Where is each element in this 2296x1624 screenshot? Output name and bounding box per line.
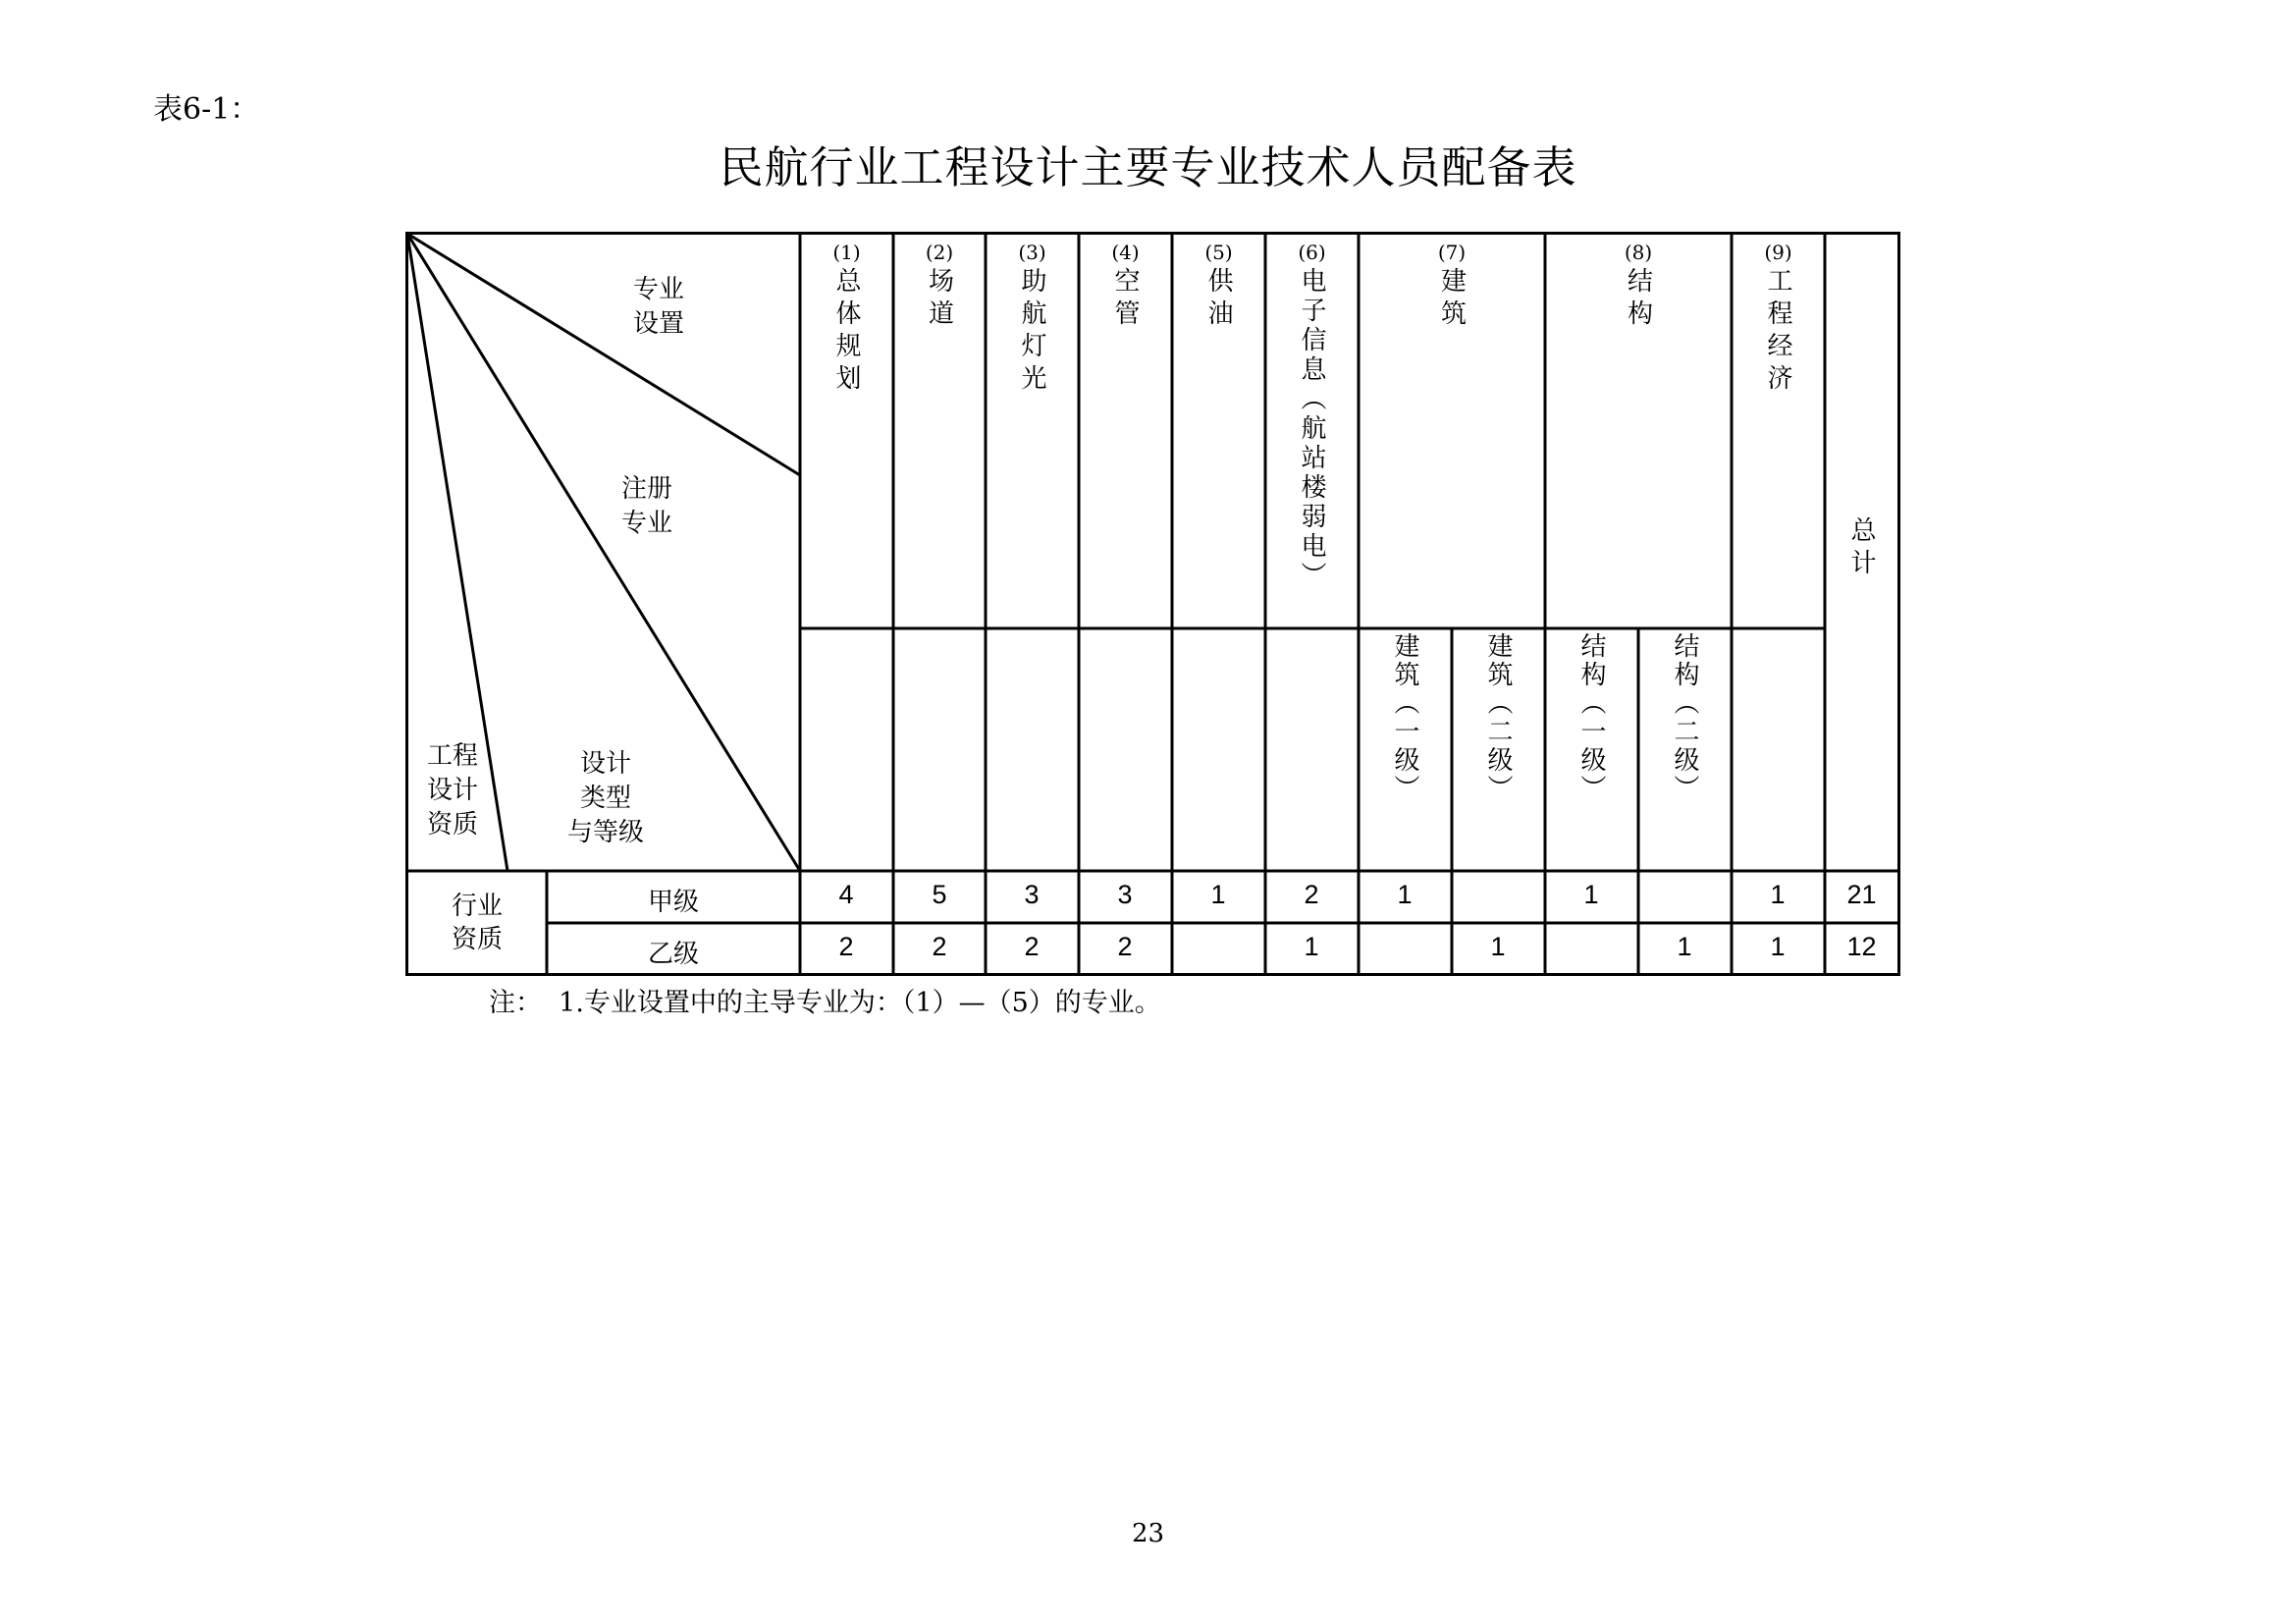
sub-header-label: 结构︵一级︶ — [1576, 632, 1606, 803]
table-cell: 3 — [1117, 880, 1133, 909]
column-header-structure — [1545, 242, 1732, 332]
sub-header-label: 结构︵二级︶ — [1670, 632, 1699, 803]
table-cell: 1 — [1490, 932, 1506, 961]
column-header-airfield — [893, 242, 986, 332]
table-note: 注： 1.专业设置中的主导专业为：（1）—（5）的专业。 — [489, 988, 1161, 1018]
table-cell: 1 — [1770, 932, 1786, 961]
column-number: (2) — [925, 241, 954, 264]
column-header-fuel-supply — [1172, 242, 1265, 332]
row-label-grade-a: 甲级 — [647, 888, 699, 917]
sub-header-architecture-grade-2 — [1452, 632, 1545, 803]
column-label: 空管 — [1110, 267, 1140, 332]
sub-header-structure-grade-1 — [1545, 632, 1638, 803]
column-label: 总体规划 — [831, 267, 861, 397]
sub-header-label: 建筑︵二级︶ — [1483, 632, 1513, 803]
sub-header-structure-grade-2 — [1638, 632, 1732, 803]
corner-label-design-type-grade: 设计 类型 与等级 — [567, 749, 645, 847]
table-cell: 1 — [1304, 932, 1319, 961]
row-group-label-industry-qualification: 行业 资质 — [451, 892, 503, 954]
table-cell: 2 — [838, 932, 854, 961]
table-cell: 3 — [1024, 880, 1040, 909]
page-title: 民航行业工程设计主要专业技术人员配备表 — [719, 141, 1577, 193]
row-label-grade-b: 乙级 — [647, 940, 699, 969]
column-number: (1) — [832, 241, 861, 264]
table-cell: 4 — [838, 880, 854, 909]
column-number: (6) — [1298, 241, 1326, 264]
table-cell: 1 — [1210, 880, 1226, 909]
column-header-engineering-economics — [1732, 242, 1825, 397]
table-grid — [405, 232, 1900, 976]
column-header-architecture — [1359, 242, 1545, 332]
column-header-navaid-lighting — [986, 242, 1079, 397]
column-header-total — [1825, 516, 1898, 581]
sub-header-architecture-grade-1 — [1359, 632, 1452, 803]
column-number: (5) — [1204, 241, 1233, 264]
column-header-air-traffic-control — [1079, 242, 1172, 332]
table-cell: 1 — [1770, 880, 1786, 909]
corner-label-design-qualification: 工程 设计 资质 — [427, 741, 479, 839]
column-number: (3) — [1018, 241, 1046, 264]
column-header-electronic-information — [1265, 242, 1359, 591]
staffing-table — [405, 232, 1900, 976]
table-cell: 2 — [1024, 932, 1040, 961]
column-number: (9) — [1764, 241, 1792, 264]
table-cell: 2 — [1117, 932, 1133, 961]
table-cell: 2 — [1304, 880, 1319, 909]
corner-label-registered-specialty: 注册 专业 — [621, 474, 673, 538]
column-label: 供油 — [1203, 267, 1233, 332]
corner-label-specialty-setting: 专业 设置 — [633, 275, 685, 339]
table-cell: 1 — [1583, 880, 1599, 909]
table-cell: 5 — [932, 880, 947, 909]
table-cell-total: 21 — [1846, 880, 1877, 909]
column-number: (4) — [1111, 241, 1140, 264]
column-label: 总计 — [1846, 516, 1876, 581]
table-caption: 表6-1： — [153, 92, 260, 127]
column-label: 工程经济 — [1763, 267, 1792, 397]
sub-header-label: 建筑︵一级︶ — [1390, 632, 1419, 803]
column-header-overall-planning — [800, 242, 893, 397]
column-label: 结构 — [1623, 267, 1653, 332]
page-number: 23 — [1131, 1519, 1165, 1548]
column-label: 助航灯光 — [1017, 267, 1046, 397]
table-cell: 2 — [932, 932, 947, 961]
column-label: 场道 — [924, 267, 954, 332]
column-label: 建筑 — [1436, 267, 1467, 332]
table-cell-total: 12 — [1846, 932, 1877, 961]
column-label: 电子信息︵航站楼弱电︶ — [1297, 267, 1326, 591]
table-cell: 1 — [1397, 880, 1413, 909]
table-cell: 1 — [1677, 932, 1692, 961]
column-number: (8) — [1624, 241, 1653, 264]
column-number: (7) — [1437, 241, 1467, 264]
